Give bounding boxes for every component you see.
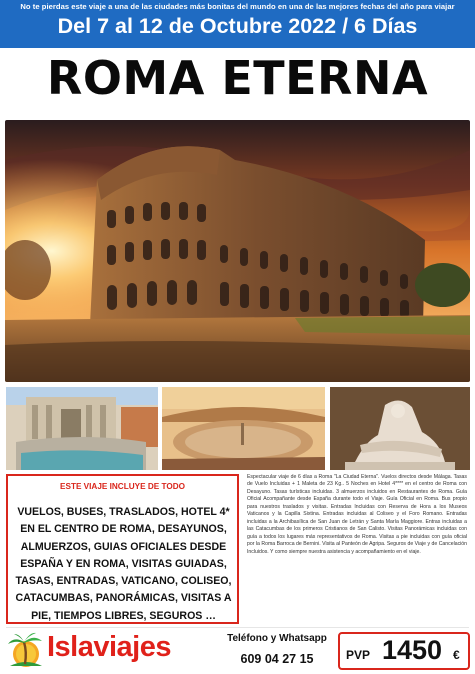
thumb-image-st-peters-square [162, 387, 325, 470]
pvp-label: PVP [346, 648, 371, 662]
price-box [338, 632, 470, 670]
brand-logo[interactable] [6, 628, 221, 672]
price-value: 1450 [382, 635, 443, 665]
thumb-image-pieta-sculpture [330, 387, 470, 470]
includes-box [6, 474, 239, 624]
page-title: ROMA ETERNA [46, 51, 429, 105]
currency-symbol: € [453, 648, 460, 662]
header-banner [0, 0, 475, 48]
thumb-image-trevi-fountain [6, 387, 158, 470]
phone-label: Teléfono y Whatsapp [227, 633, 327, 644]
phone-number[interactable]: 609 04 27 15 [240, 652, 314, 666]
trip-description: Espectacular viaje de 6 días a Roma "La Ciudad Eterna". Vuelos directos desde Málaga. Tasas de Vuelo Incluidas + 1 Maleta de 23 Kg.. 5 Noches en Hotel 4**** en el centro de Roma con Desayuno. Tasas turísticas incluidas. 3 almuerzos incluidos en Restaurantes de Roma. Guía Oficial Acompañante desde España durante todo el Viaje. Guía Oficial en Roma. Bus propio para nuestros traslados y visitas. Entradas Incluidas con Reserva de Hora a los Museos Vaticanos y la Capilla Sixtina. Entradas incluidas al Coliseo y el Foro Romano. Entradas incluidas a la Archibasílica de San Juan de Letrán y Santa María Maggiore. Entras incluidas a las Catacumbas de los primeros Cristianos de San Calisto. Visitas Panorámicas incluidas con guía a todos los lugares más representativos de Roma. Visitas a pie incluidas con guía oficial por la Roma Barroca de Bernini. Visita al Panteón de Agripa. Seguros de Viaje y de Cancelación Incluidos. Y como siempre nuestra asistencia y acompañamiento en el viaje. [247, 474, 467, 555]
palm-tree-sun-icon [6, 632, 46, 668]
tagline: No te pierdas este viaje a una de las ciudades más bonitas del mundo en una de las mejores fechas del año para viajar [20, 2, 455, 11]
trip-dates: Del 7 al 12 de Octubre 2022 / 6 Días [57, 14, 418, 38]
includes-list: VUELOS, BUSES, TRASLADOS, HOTEL 4* EN EL CENTRO DE ROMA, DESAYUNOS, ALMUERZOS, GUIAS OFICIALES DESDE ESPAÑA Y EN ROMA, VISITAS GUIADAS, TASAS, ENTRADAS, VATICANO, COLISEO, CATACUMBAS, PANORÁMICAS, VISITAS A PIE, TIEMPOS LIBRES, SEGUROS … [15, 506, 232, 622]
brand-name: Islaviajes [47, 631, 171, 663]
hero-image-colosseum [5, 120, 470, 382]
includes-title: ESTE VIAJE INCLUYE DE TODO [60, 482, 185, 491]
